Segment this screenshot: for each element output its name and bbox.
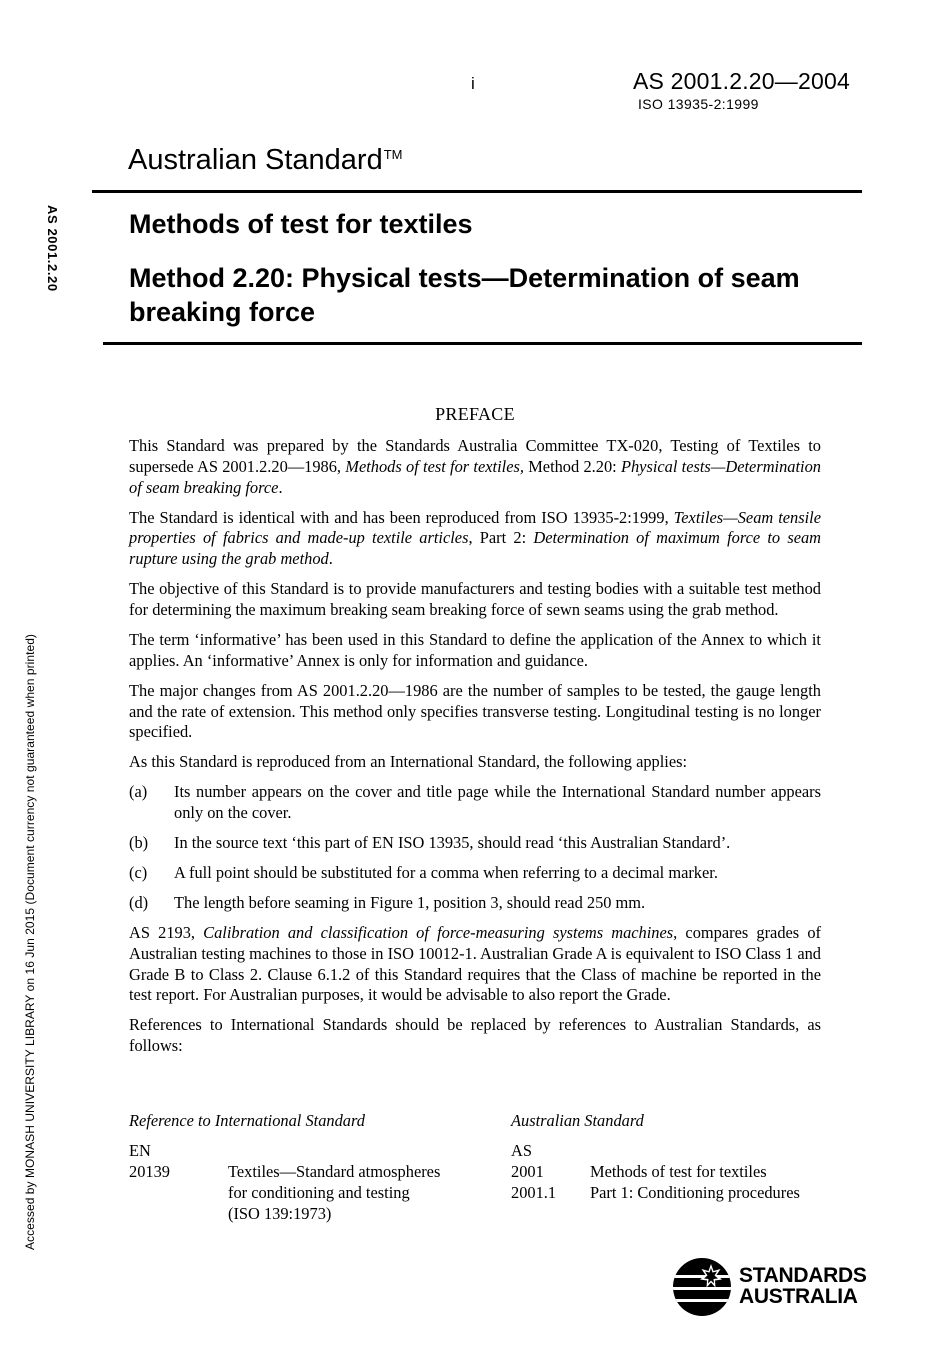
column-header-international: Reference to International Standard xyxy=(129,1111,365,1130)
intl-title: (ISO 139:1973) xyxy=(228,1204,332,1223)
aus-title: Methods of test for textiles xyxy=(590,1162,767,1181)
paragraph: The term ‘informative’ has been used in this Standard to define the application of the Annex to which it applies. An ‘informative’ Annex is only for information and guidance. xyxy=(129,629,821,670)
access-notice: Accessed by MONASH UNIVERSITY LIBRARY on 16 Jun 2015 (Document currency not guaranteed when printed) xyxy=(23,634,37,1250)
paragraph xyxy=(129,923,821,1006)
logo-wordmark xyxy=(739,1265,867,1307)
text-run: The Standard is identical with and has been reproduced from ISO 13935-2:1999, xyxy=(129,507,674,527)
list-marker: (a) xyxy=(129,782,148,802)
text-run-italic: Calibration and classification of force-measuring systems machines xyxy=(203,923,674,943)
text-run: . xyxy=(328,549,333,569)
title-rule-bottom xyxy=(103,342,862,345)
paragraph xyxy=(129,436,821,498)
page-number: i xyxy=(471,74,475,93)
logo-line: STANDARDS xyxy=(739,1264,867,1287)
list-item xyxy=(129,893,821,914)
trademark-mark: TM xyxy=(383,147,403,162)
text-run: AS 2193, xyxy=(129,923,204,943)
list-item xyxy=(129,833,821,854)
paragraph: As this Standard is reproduced from an International Standard, the following applies: xyxy=(129,752,688,772)
text-run: , Part 2: xyxy=(468,528,534,548)
text-run-italic: Physical tests—Determination of seam breaking force xyxy=(129,456,821,497)
side-standard-code: AS 2001.2.20 xyxy=(45,205,60,292)
text-run: This Standard was prepared by the Standards Australia Committee TX-020, Testing of Textiles to supersede AS 2001.2.20—1986, xyxy=(129,436,821,476)
intl-title: Textiles—Standard atmospheres xyxy=(228,1162,441,1181)
text-run-italic: Methods of test for textiles, xyxy=(345,456,524,476)
column-header-australian: Australian Standard xyxy=(511,1111,644,1130)
list-item xyxy=(129,863,821,884)
aus-title: Part 1: Conditioning procedures xyxy=(590,1183,800,1202)
paragraph: The major changes from AS 2001.2.20—1986 are the number of samples to be tested, the gauge length and the rate of extension. This method only specifies transverse testing. Longitudinal testing is no longer specified. xyxy=(129,680,821,742)
intl-prefix: EN xyxy=(129,1141,151,1160)
text-run: Method 2.20: xyxy=(523,456,621,476)
logo-line: AUSTRALIA xyxy=(739,1285,858,1308)
list-text: A full point should be substituted for a comma when referring to a decimal marker. xyxy=(174,863,718,883)
standard-series xyxy=(128,144,403,177)
aus-prefix: AS xyxy=(511,1141,532,1160)
text-run: , compares grades of Australian testing machines to those in ISO 10012-1. Australian Grade A is equivalent to ISO Class 1 and Grade B to Class 2. Clause 6.1.2 of this Standard requires that the Class of machine be reported in the test report. For Australian purposes, it would be advisable to also report the Grade. xyxy=(129,923,821,1005)
list-marker: (d) xyxy=(129,893,149,913)
list-marker: (c) xyxy=(129,863,148,883)
list-marker: (b) xyxy=(129,833,149,853)
paragraph xyxy=(129,508,821,570)
list-item xyxy=(129,782,821,824)
method-title: Method 2.20: Physical tests—Determination of seam breaking force xyxy=(129,263,800,327)
list-text: Its number appears on the cover and title page while the International Standard number appears only on the cover. xyxy=(174,782,821,823)
table-row xyxy=(129,1183,839,1204)
list-text: In the source text ‘this part of EN ISO 13935, should read ‘this Australian Standard’. xyxy=(174,833,731,853)
paragraph: The objective of this Standard is to provide manufacturers and testing bodies with a suitable test method for determining the maximum breaking seam breaking force of sewn seams using the grab method. xyxy=(129,579,821,619)
iso-number: ISO 13935-2:1999 xyxy=(638,96,759,112)
aus-code: 2001.1 xyxy=(511,1183,557,1202)
title-rule-top xyxy=(92,190,862,193)
preface-heading: PREFACE xyxy=(435,404,515,424)
logo-emblem-icon xyxy=(673,1258,731,1316)
list-text: The length before seaming in Figure 1, position 3, should read 250 mm. xyxy=(174,893,646,913)
reference-table xyxy=(129,1111,839,1225)
paragraph: References to International Standards should be replaced by references to Australian Standards, as follows: xyxy=(129,1015,821,1056)
intl-title: for conditioning and testing xyxy=(228,1183,410,1202)
reference-table-header xyxy=(129,1111,839,1141)
table-row xyxy=(129,1162,839,1183)
text-run-italic: Textiles—Seam tensile properties of fabrics and made-up textile articles xyxy=(129,507,822,548)
intl-code: 20139 xyxy=(129,1162,170,1181)
standard-number: AS 2001.2.20—2004 xyxy=(633,68,850,94)
table-row xyxy=(129,1141,839,1162)
aus-code: 2001 xyxy=(511,1162,544,1181)
table-row xyxy=(129,1204,839,1225)
text-run-italic: Determination of maximum force to seam rupture using the grab method xyxy=(129,528,821,569)
text-run: . xyxy=(278,477,283,497)
preface-body xyxy=(129,436,821,1066)
document-title: Methods of test for textiles xyxy=(129,209,473,239)
standards-australia-logo xyxy=(673,1258,873,1318)
series-label: Australian Standard xyxy=(128,144,383,176)
